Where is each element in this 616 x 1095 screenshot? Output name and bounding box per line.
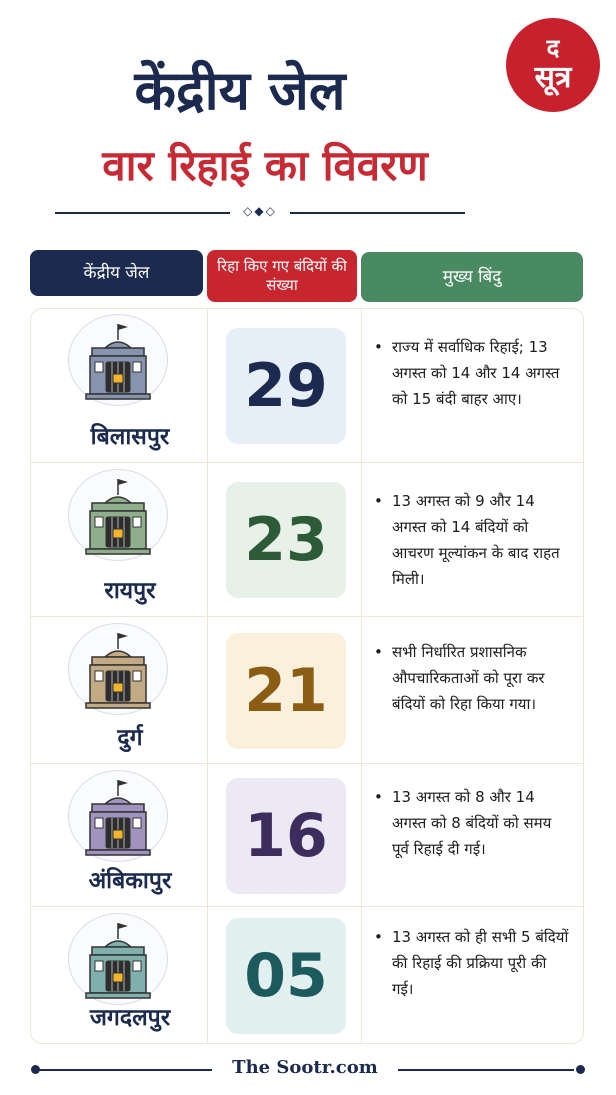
- jail-name: जगदलपुर: [89, 1005, 171, 1031]
- table-row: [30, 617, 584, 764]
- table-row: [30, 463, 584, 617]
- key-points-text: सभी निर्धारित प्रशासनिक औपचारिकताओं को पूरा कर बंदियों को रिहा किया गया।: [392, 643, 545, 713]
- key-points-text: 13 अगस्त को 8 और 14 अगस्त को 8 बंदियों को समय पूर्व रिहाई दी गई।: [392, 788, 552, 858]
- key-points: [372, 784, 572, 862]
- table-row: [30, 764, 584, 907]
- footer: [0, 1055, 616, 1085]
- the-sootr-logo: [506, 18, 600, 112]
- jail-name: दुर्ग: [117, 725, 143, 751]
- jail-building-icon: [68, 770, 168, 862]
- release-count: 21: [226, 633, 346, 749]
- logo-top-text: द: [546, 34, 560, 62]
- release-count: 05: [226, 918, 346, 1034]
- bullet-icon: •: [374, 643, 383, 661]
- release-count: 23: [226, 482, 346, 598]
- title-divider: ◇◆◇: [55, 210, 465, 216]
- header-points: मुख्य बिंदु: [361, 252, 583, 302]
- jail-building-icon: [68, 469, 168, 561]
- jail-building-icon: [68, 913, 168, 1005]
- bullet-icon: •: [374, 492, 383, 510]
- key-points: [372, 924, 572, 1002]
- header-jail: केंद्रीय जेल: [30, 250, 203, 296]
- bullet-icon: •: [374, 338, 383, 356]
- logo-bottom-text: सूत्र: [534, 60, 572, 95]
- header-count: रिहा किए गए बंदियों की संख्या: [207, 250, 357, 302]
- bullet-icon: •: [374, 788, 383, 806]
- release-count: 16: [226, 778, 346, 894]
- jail-building-icon: [68, 314, 168, 406]
- footer-text: The Sootr.com: [232, 1057, 378, 1078]
- jail-name: बिलासपुर: [90, 424, 170, 450]
- jail-name: रायपुर: [104, 578, 156, 604]
- table-row: [30, 308, 584, 463]
- key-points: [372, 488, 572, 592]
- bullet-icon: •: [374, 928, 383, 946]
- key-points-text: 13 अगस्त को 9 और 14 अगस्त को 14 बंदियों को आचरण मूल्यांकन के बाद राहत मिली।: [392, 492, 560, 588]
- table-row: [30, 907, 584, 1044]
- key-points-text: 13 अगस्त को ही सभी 5 बंदियों की रिहाई की प्रक्रिया पूरी की गई।: [392, 928, 569, 998]
- jail-building-icon: [68, 623, 168, 715]
- release-count: 29: [226, 328, 346, 444]
- key-points-text: राज्य में सर्वाधिक रिहाई; 13 अगस्त को 14 और 14 अगस्त को 15 बंदी बाहर आए।: [392, 338, 560, 408]
- key-points: [372, 639, 572, 717]
- jail-name: अंबिकापुर: [88, 868, 172, 894]
- key-points: [372, 334, 572, 412]
- page-title: केंद्रीय जेल: [134, 59, 346, 122]
- page-subtitle: वार रिहाई का विवरण: [102, 141, 428, 190]
